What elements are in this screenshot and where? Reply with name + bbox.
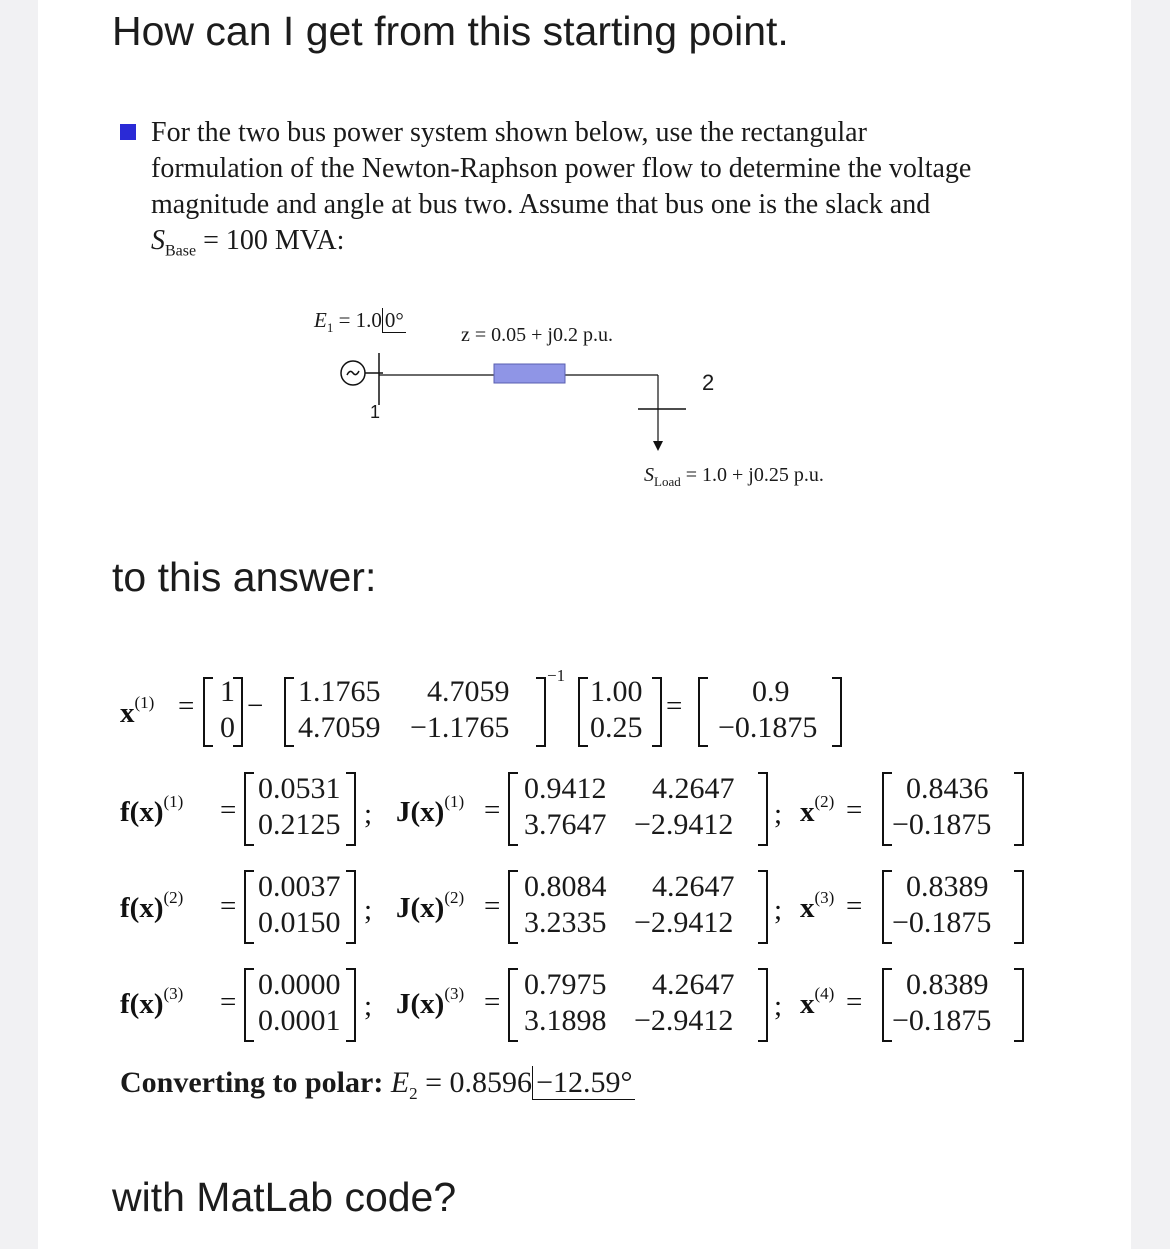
x-vector: 0.8436 −0.1875 bbox=[882, 772, 1024, 846]
x-label: $x^{(4)}$ bbox=[800, 984, 835, 1020]
bullet-square bbox=[120, 124, 136, 140]
jacobian-matrix: 0.7975 4.2647 3.1898 −2.9412 bbox=[508, 968, 768, 1042]
f-vector: 0.0037 0.0150 bbox=[244, 870, 356, 944]
equals-sign: = bbox=[846, 986, 863, 1018]
heading-matlab: with MatLab code? bbox=[112, 1174, 457, 1220]
load-arrow bbox=[653, 441, 663, 451]
equals-sign: = bbox=[220, 794, 237, 826]
x1-label: $x^{(1)}$ bbox=[120, 693, 155, 729]
f-vector: 0.0000 0.0001 bbox=[244, 968, 356, 1042]
semicolon: ; bbox=[364, 990, 373, 1022]
equals-sign: = bbox=[846, 794, 863, 826]
equals-sign: = bbox=[178, 690, 195, 722]
semicolon: ; bbox=[774, 990, 783, 1022]
bus-2-label: 2 bbox=[702, 370, 715, 395]
jacobian-inverse-matrix: 1.1765 4.7059 4.7059 −1.1765 bbox=[284, 677, 546, 747]
inverse-exponent: −1 bbox=[547, 666, 566, 685]
x1-f-vector: 1.00 0.25 bbox=[578, 677, 662, 747]
equals-sign: = bbox=[484, 986, 501, 1018]
sload-label: $S_{Load} = 1.0 + j0.25$ p.u. bbox=[644, 464, 824, 489]
f-label: $f(x)^{(3)}$ bbox=[120, 984, 184, 1020]
f-label: $f(x)^{(1)}$ bbox=[120, 792, 184, 828]
impedance-label: z = 0.05 + j0.2 p.u. bbox=[461, 324, 613, 346]
semicolon: ; bbox=[774, 894, 783, 926]
f-label: $f(x)^{(2)}$ bbox=[120, 888, 184, 924]
one-line-diagram bbox=[328, 345, 748, 455]
impedance-block bbox=[494, 364, 565, 383]
jacobian-matrix: 0.8084 4.2647 3.2335 −2.9412 bbox=[508, 870, 768, 944]
problem-line-1: For the two bus power system shown below, use the rectangular bbox=[151, 117, 867, 148]
x-label: $x^{(3)}$ bbox=[800, 888, 835, 924]
problem-line-2: formulation of the Newton-Raphson power flow to determine the voltage bbox=[151, 153, 972, 184]
semicolon: ; bbox=[774, 798, 783, 830]
e1-label: $E_1 = 1.0$ 0° bbox=[314, 308, 404, 336]
heading-answer: to this answer: bbox=[112, 554, 377, 600]
equals-sign: = bbox=[666, 690, 683, 722]
equals-sign: = bbox=[484, 890, 501, 922]
x-label: $x^{(2)}$ bbox=[800, 792, 835, 828]
polar-line: Converting to polar: $E_2 = 0.8596 -12.59^\circ$ bbox=[120, 1066, 635, 1104]
x1-initial-vector: 1 0 bbox=[203, 677, 243, 747]
equals-sign: = bbox=[484, 794, 501, 826]
jacobian-label: $J(x)^{(3)}$ bbox=[396, 984, 465, 1020]
problem-line-4: $S_{Base} = 100$ MVA: bbox=[151, 225, 345, 260]
equals-sign: = bbox=[220, 986, 237, 1018]
x-vector: 0.8389 −0.1875 bbox=[882, 968, 1024, 1042]
x-vector: 0.8389 −0.1875 bbox=[882, 870, 1024, 944]
jacobian-label: $J(x)^{(1)}$ bbox=[396, 792, 465, 828]
problem-line-3: magnitude and angle at bus two. Assume that bus one is the slack and bbox=[151, 189, 931, 220]
semicolon: ; bbox=[364, 798, 373, 830]
bus-1-label: 1 bbox=[370, 402, 381, 422]
heading-start: How can I get from this starting point. bbox=[112, 8, 789, 54]
jacobian-matrix: 0.9412 4.2647 3.7647 −2.9412 bbox=[508, 772, 768, 846]
jacobian-label: $J(x)^{(2)}$ bbox=[396, 888, 465, 924]
minus-sign: − bbox=[247, 690, 264, 722]
semicolon: ; bbox=[364, 894, 373, 926]
page bbox=[38, 0, 1131, 1249]
equals-sign: = bbox=[846, 890, 863, 922]
x1-result-vector: 0.9 −0.1875 bbox=[698, 677, 842, 747]
generator-wave bbox=[347, 371, 359, 375]
f-vector: 0.0531 0.2125 bbox=[244, 772, 356, 846]
equals-sign: = bbox=[220, 890, 237, 922]
